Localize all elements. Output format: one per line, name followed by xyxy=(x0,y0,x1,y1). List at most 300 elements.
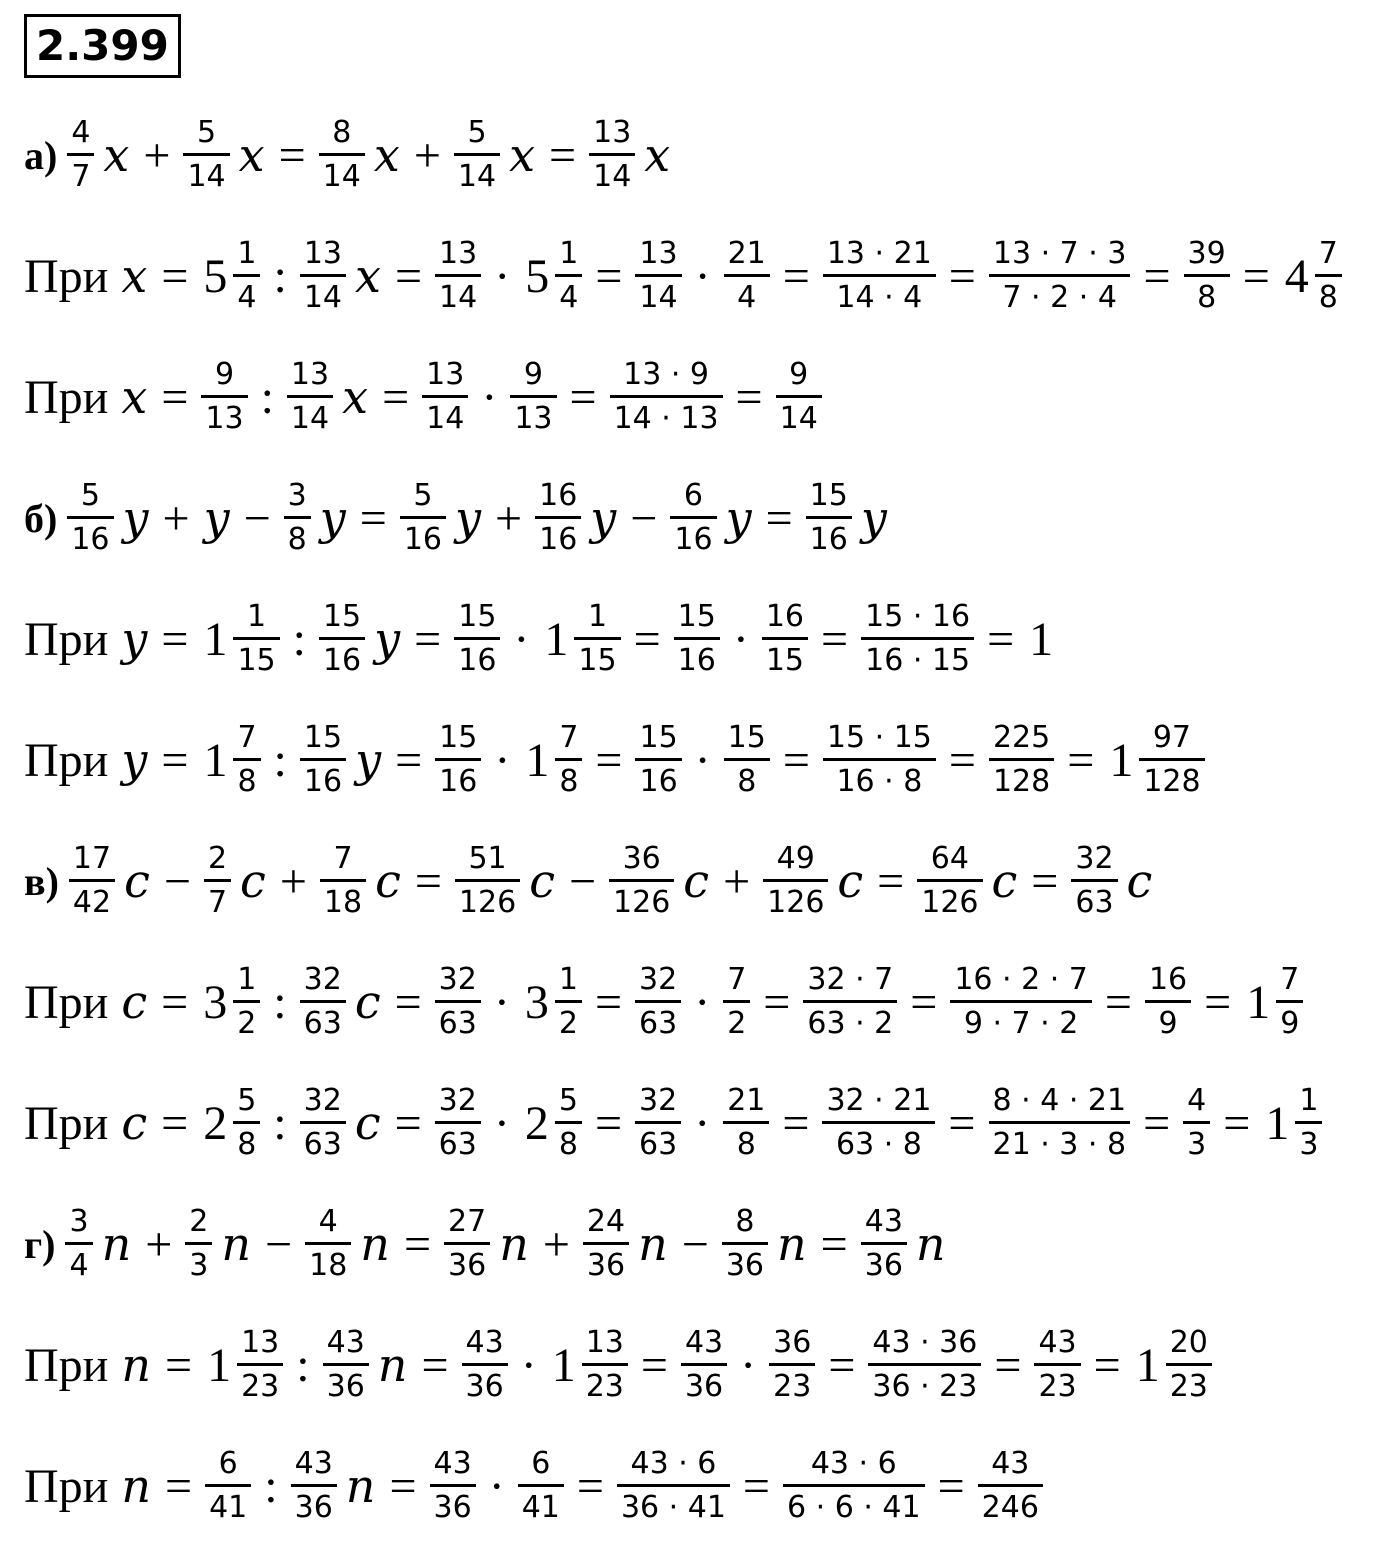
fraction-numerator: 2 xyxy=(189,1204,209,1239)
fraction xyxy=(555,236,582,315)
fraction xyxy=(635,236,681,315)
fraction xyxy=(806,478,852,557)
variable: y xyxy=(860,491,887,545)
operator: + xyxy=(495,491,523,545)
operator: · xyxy=(493,1096,510,1150)
fraction-denominator: 16 xyxy=(535,516,581,555)
fraction xyxy=(65,1204,92,1283)
variable: x xyxy=(644,128,671,182)
fraction-denominator: 36 · 23 xyxy=(868,1363,981,1402)
fraction xyxy=(284,478,311,557)
prefix-word: При xyxy=(24,370,109,424)
fraction-denominator: 8 xyxy=(284,516,311,555)
fraction-denominator: 16 xyxy=(67,516,113,555)
fraction-numerator: 1 xyxy=(237,236,257,271)
fraction-denominator: 9 xyxy=(1276,1000,1303,1039)
fraction-numerator: 1 xyxy=(559,236,579,271)
fraction-numerator: 8 xyxy=(735,1204,755,1239)
operator: = xyxy=(359,491,387,545)
operator: = xyxy=(1242,249,1270,303)
fraction-numerator: 1 xyxy=(237,962,257,997)
fraction-denominator: 9 · 7 · 2 xyxy=(950,1000,1092,1039)
fraction-denominator: 63 xyxy=(300,1121,346,1160)
fraction-denominator: 8 xyxy=(724,758,770,797)
variable: y xyxy=(374,612,401,666)
fraction-numerator: 51 xyxy=(468,841,507,876)
fraction-denominator: 41 xyxy=(518,1484,564,1523)
prefix-word: При xyxy=(24,249,109,303)
fraction-denominator: 23 xyxy=(582,1363,628,1402)
variable: n xyxy=(360,1217,390,1271)
fraction-numerator: 5 xyxy=(237,1083,257,1118)
fraction-numerator: 13 xyxy=(290,357,330,392)
fraction-denominator: 18 xyxy=(320,879,366,918)
fraction xyxy=(233,236,260,315)
fraction-denominator: 16 xyxy=(454,637,500,676)
variable: x xyxy=(509,128,536,182)
fraction-denominator: 36 xyxy=(583,1242,629,1281)
fraction-denominator: 126 xyxy=(917,879,982,918)
operator: = xyxy=(948,733,976,787)
operator: · xyxy=(694,1096,711,1150)
fraction-numerator: 7 xyxy=(1280,962,1300,997)
math-line xyxy=(24,100,675,210)
fraction xyxy=(454,599,500,678)
fraction-numerator: 43 · 36 xyxy=(872,1325,978,1360)
fraction xyxy=(204,841,231,920)
fraction-denominator: 128 xyxy=(989,758,1054,797)
fraction-denominator: 16 · 8 xyxy=(823,758,936,797)
math-line xyxy=(24,705,1209,815)
fraction-numerator: 32 xyxy=(438,1083,477,1118)
fraction xyxy=(723,962,750,1041)
fraction xyxy=(233,720,260,799)
operator: + xyxy=(143,128,171,182)
fraction-denominator: 126 xyxy=(455,879,520,918)
variable: y xyxy=(319,491,346,545)
operator: · xyxy=(694,733,711,787)
operator: = xyxy=(389,1459,417,1513)
fraction xyxy=(300,720,346,799)
fraction xyxy=(681,1325,727,1404)
fraction xyxy=(1315,236,1342,315)
fraction xyxy=(455,841,520,920)
variable: n xyxy=(121,1459,151,1513)
operator: − xyxy=(163,854,191,908)
fraction-denominator: 23 xyxy=(1034,1363,1080,1402)
operator: = xyxy=(1223,1096,1251,1150)
fraction-denominator: 2 xyxy=(555,1000,582,1039)
variable: x xyxy=(121,370,148,424)
fraction xyxy=(763,841,828,920)
fraction-denominator: 63 xyxy=(300,1000,346,1039)
fraction-denominator: 15 xyxy=(762,637,808,676)
fraction-numerator: 7 xyxy=(1318,236,1338,271)
fraction-numerator: 4 xyxy=(1187,1083,1207,1118)
math-line xyxy=(24,221,1346,331)
operator: = xyxy=(595,733,623,787)
fraction-denominator: 2 xyxy=(723,1000,750,1039)
fraction-numerator: 32 xyxy=(303,1083,342,1118)
fraction xyxy=(950,962,1092,1041)
fraction-numerator: 5 xyxy=(467,115,487,150)
fraction-denominator: 4 xyxy=(233,274,260,313)
problem-number: 2.399 xyxy=(24,14,181,78)
fraction-numerator: 43 xyxy=(864,1204,903,1239)
fraction-numerator: 43 xyxy=(465,1325,504,1360)
whole-number: 2 xyxy=(203,1096,228,1150)
fraction xyxy=(1139,720,1204,799)
part-label: б) xyxy=(24,495,58,541)
variable: c xyxy=(837,854,864,908)
fraction-numerator: 43 xyxy=(1038,1325,1077,1360)
fraction xyxy=(300,236,346,315)
fraction xyxy=(323,1325,369,1404)
whole-number: 1 xyxy=(551,1338,576,1392)
fraction xyxy=(435,720,481,799)
fraction xyxy=(674,599,720,678)
operator: = xyxy=(948,249,976,303)
fraction-numerator: 13 xyxy=(426,357,465,392)
fraction-denominator: 63 xyxy=(435,1000,481,1039)
fraction-denominator: 8 xyxy=(723,1121,769,1160)
operator: = xyxy=(394,1096,422,1150)
variable: c xyxy=(124,854,150,908)
operator: = xyxy=(161,612,189,666)
fraction xyxy=(430,1446,476,1525)
variable: c xyxy=(354,1096,381,1150)
variable: n xyxy=(101,1217,132,1271)
variable: x xyxy=(121,249,148,303)
fraction-numerator: 4 xyxy=(318,1204,338,1239)
fraction-numerator: 9 xyxy=(214,357,235,392)
fraction-denominator: 14 xyxy=(300,274,346,313)
operator: − xyxy=(630,491,658,545)
variable: y xyxy=(355,733,382,787)
fraction-numerator: 13 · 21 xyxy=(826,236,932,271)
variable: c xyxy=(375,854,401,908)
fraction-numerator: 36 xyxy=(622,841,661,876)
fraction-numerator: 32 · 7 xyxy=(807,962,894,997)
operator: : xyxy=(292,612,306,666)
operator: = xyxy=(395,733,423,787)
prefix-word: При xyxy=(24,1459,109,1513)
fraction xyxy=(635,962,681,1041)
operator: = xyxy=(421,1338,449,1392)
fraction-numerator: 15 · 16 xyxy=(865,599,971,634)
fraction xyxy=(233,962,260,1041)
whole-number: 5 xyxy=(525,249,550,303)
fraction xyxy=(555,962,582,1041)
fraction-numerator: 64 xyxy=(930,841,969,876)
fraction-numerator: 5 xyxy=(197,115,217,150)
fraction-numerator: 16 xyxy=(539,478,578,513)
fraction-denominator: 16 xyxy=(435,758,481,797)
fraction-denominator: 246 xyxy=(978,1484,1043,1523)
fraction-numerator: 8 xyxy=(332,115,352,150)
math-line xyxy=(24,463,892,573)
operator: = xyxy=(1143,1096,1171,1150)
fraction xyxy=(320,841,366,920)
fraction-denominator: 16 xyxy=(806,516,852,555)
fraction xyxy=(868,1325,981,1404)
operator: = xyxy=(403,1217,432,1271)
operator: = xyxy=(1204,975,1232,1029)
variable: n xyxy=(777,1217,807,1271)
fraction-denominator: 14 xyxy=(287,395,333,434)
fraction-numerator: 3 xyxy=(69,1204,89,1239)
operator: : xyxy=(273,249,287,303)
prefix-word: При xyxy=(24,1338,109,1392)
fraction-denominator: 14 xyxy=(422,395,468,434)
operator: = xyxy=(394,975,422,1029)
operator: = xyxy=(765,491,793,545)
fraction xyxy=(233,1083,260,1162)
fraction-numerator: 43 xyxy=(684,1325,724,1360)
fraction-numerator: 13 · 7 · 3 xyxy=(992,236,1127,271)
fraction-numerator: 32 · 21 xyxy=(826,1083,932,1118)
fraction-numerator: 32 xyxy=(438,962,477,997)
math-line xyxy=(24,1189,951,1299)
fraction-denominator: 16 xyxy=(635,758,681,797)
fraction-numerator: 7 xyxy=(333,841,353,876)
fraction xyxy=(205,1446,251,1525)
whole-number: 1 xyxy=(544,612,569,666)
variable: c xyxy=(121,1096,148,1150)
whole-number: 3 xyxy=(524,975,549,1029)
operator: = xyxy=(576,1459,604,1513)
fraction xyxy=(917,841,982,920)
operator: = xyxy=(820,1217,848,1271)
variable: n xyxy=(638,1217,668,1271)
fraction-numerator: 1 xyxy=(1299,1083,1319,1118)
variable: c xyxy=(683,854,710,908)
operator: · xyxy=(513,612,530,666)
fraction xyxy=(185,1204,212,1283)
fraction-numerator: 15 xyxy=(303,720,343,755)
fraction xyxy=(1184,236,1230,315)
whole-number: 4 xyxy=(1284,249,1309,303)
fraction-numerator: 43 xyxy=(991,1446,1030,1481)
fraction-numerator: 16 xyxy=(1148,962,1188,997)
prefix-word: При xyxy=(24,612,109,666)
fraction-denominator: 14 xyxy=(435,274,481,313)
fraction-numerator: 16 xyxy=(765,599,805,634)
fraction-numerator: 15 xyxy=(639,720,678,755)
variable: c xyxy=(354,975,381,1029)
fraction xyxy=(635,1083,681,1162)
fraction-denominator: 16 xyxy=(400,516,446,555)
fraction xyxy=(583,1204,629,1283)
variable: n xyxy=(499,1217,529,1271)
fraction-numerator: 21 xyxy=(727,236,766,271)
fraction-denominator: 16 xyxy=(300,758,346,797)
whole-number: 1 xyxy=(1029,612,1054,666)
fraction-denominator: 14 xyxy=(589,153,635,192)
fraction-numerator: 1 xyxy=(558,962,578,997)
fraction xyxy=(233,599,279,678)
fraction-denominator: 23 xyxy=(769,1363,815,1402)
math-line xyxy=(24,584,1055,694)
operator: = xyxy=(161,733,189,787)
fraction-denominator: 128 xyxy=(1139,758,1204,797)
fraction-denominator: 3 xyxy=(185,1242,212,1281)
fraction-denominator: 36 · 41 xyxy=(617,1484,730,1523)
operator: = xyxy=(165,1338,193,1392)
fraction xyxy=(422,357,468,436)
fraction-denominator: 63 xyxy=(635,1121,681,1160)
fraction-numerator: 32 xyxy=(1075,841,1114,876)
operator: = xyxy=(161,1096,189,1150)
fraction-denominator: 8 xyxy=(233,758,260,797)
fraction xyxy=(861,1204,907,1283)
fraction xyxy=(635,720,681,799)
operator: · xyxy=(520,1338,537,1392)
operator: · xyxy=(732,612,749,666)
operator: · xyxy=(694,249,711,303)
fraction-numerator: 24 xyxy=(586,1204,626,1239)
operator: = xyxy=(414,612,442,666)
prefix-word: При xyxy=(24,1096,109,1150)
fraction-numerator: 32 xyxy=(639,962,678,997)
fraction-denominator: 126 xyxy=(763,879,828,918)
fraction xyxy=(555,720,582,799)
part-label: а) xyxy=(24,132,58,178)
operator: − xyxy=(681,1217,709,1271)
fraction-numerator: 5 xyxy=(413,478,433,513)
variable: c xyxy=(529,854,555,908)
fraction-denominator: 3 xyxy=(1295,1121,1322,1160)
fraction-denominator: 14 xyxy=(776,395,822,434)
fraction xyxy=(319,599,365,678)
operator: = xyxy=(910,975,938,1029)
whole-number: 2 xyxy=(524,1096,549,1150)
fraction-numerator: 15 xyxy=(677,599,716,634)
fraction-numerator: 13 xyxy=(585,1325,624,1360)
fraction-denominator: 15 xyxy=(233,637,279,676)
fraction-numerator: 4 xyxy=(71,115,91,150)
fraction xyxy=(435,1083,481,1162)
fraction-numerator: 43 xyxy=(326,1325,365,1360)
operator: = xyxy=(569,370,597,424)
operator: + xyxy=(723,854,751,908)
operator: + xyxy=(162,491,190,545)
fraction-denominator: 16 xyxy=(319,637,365,676)
fraction-denominator: 36 xyxy=(444,1242,490,1281)
part-label: г) xyxy=(24,1221,56,1267)
fraction-numerator: 27 xyxy=(448,1204,487,1239)
fraction xyxy=(1034,1325,1080,1404)
operator: = xyxy=(165,1459,193,1513)
fraction-numerator: 5 xyxy=(80,478,100,513)
operator: = xyxy=(161,370,189,424)
operator: = xyxy=(742,1459,770,1513)
operator: − xyxy=(568,854,597,908)
fraction-denominator: 13 xyxy=(510,395,556,434)
operator: : xyxy=(260,370,274,424)
fraction-denominator: 8 xyxy=(1184,274,1230,313)
fraction-numerator: 9 xyxy=(523,357,543,392)
fraction xyxy=(69,841,115,920)
fraction-numerator: 7 xyxy=(727,962,747,997)
fraction xyxy=(67,478,113,557)
fraction-numerator: 15 xyxy=(809,478,848,513)
operator: = xyxy=(821,612,849,666)
variable: n xyxy=(377,1338,408,1392)
fraction xyxy=(989,720,1054,799)
fraction xyxy=(582,1325,628,1404)
fraction xyxy=(305,1204,351,1283)
whole-number: 1 xyxy=(525,733,550,787)
math-line xyxy=(24,342,826,452)
fraction-numerator: 17 xyxy=(72,841,112,876)
fraction-numerator: 15 · 15 xyxy=(826,720,932,755)
whole-number: 3 xyxy=(203,975,228,1029)
fraction-denominator: 18 xyxy=(305,1242,351,1281)
fraction xyxy=(574,599,620,678)
variable: n xyxy=(221,1217,252,1271)
fraction xyxy=(989,236,1131,315)
fraction-numerator: 13 xyxy=(439,236,478,271)
fraction-denominator: 126 xyxy=(609,879,674,918)
variable: c xyxy=(991,854,1018,908)
whole-number: 1 xyxy=(1265,1096,1290,1150)
operator: = xyxy=(1067,733,1095,787)
fraction xyxy=(1276,962,1303,1041)
fraction-denominator: 14 · 4 xyxy=(823,274,936,313)
fraction-numerator: 6 xyxy=(218,1446,238,1481)
fraction-numerator: 7 xyxy=(559,720,579,755)
variable: y xyxy=(455,491,482,545)
fraction-denominator: 23 xyxy=(1166,1363,1212,1402)
variable: x xyxy=(238,128,265,182)
math-line xyxy=(24,947,1307,1057)
fraction-denominator: 6 · 6 · 41 xyxy=(783,1484,925,1523)
fraction-denominator: 4 xyxy=(724,274,770,313)
fraction-denominator: 14 xyxy=(454,153,500,192)
variable: c xyxy=(121,975,148,1029)
fraction-denominator: 4 xyxy=(65,1242,92,1281)
fraction xyxy=(300,962,346,1041)
fraction-numerator: 36 xyxy=(773,1325,812,1360)
fraction-numerator: 13 xyxy=(639,236,678,271)
prefix-word: При xyxy=(24,975,109,1029)
operator: + xyxy=(542,1217,570,1271)
fraction-numerator: 13 · 9 xyxy=(623,357,709,392)
fraction-denominator: 8 xyxy=(555,1121,582,1160)
fraction xyxy=(724,236,770,315)
fraction-denominator: 63 xyxy=(435,1121,481,1160)
fraction-denominator: 15 xyxy=(574,637,620,676)
operator: − xyxy=(243,491,271,545)
operator: = xyxy=(782,733,810,787)
whole-number: 1 xyxy=(203,612,228,666)
fraction-numerator: 8 · 4 · 21 xyxy=(992,1083,1127,1118)
fraction-denominator: 8 xyxy=(233,1121,260,1160)
fraction-numerator: 15 xyxy=(727,720,766,755)
operator: = xyxy=(828,1338,856,1392)
fraction-denominator: 63 · 8 xyxy=(822,1121,935,1160)
fraction-denominator: 7 · 2 · 4 xyxy=(989,274,1131,313)
fraction xyxy=(589,115,635,194)
operator: = xyxy=(594,975,623,1029)
fraction-denominator: 63 · 2 xyxy=(803,1000,897,1039)
variable: x xyxy=(373,128,400,182)
variable: y xyxy=(121,612,148,666)
operator: · xyxy=(488,1459,505,1513)
fraction xyxy=(769,1325,815,1404)
fraction xyxy=(183,115,229,194)
